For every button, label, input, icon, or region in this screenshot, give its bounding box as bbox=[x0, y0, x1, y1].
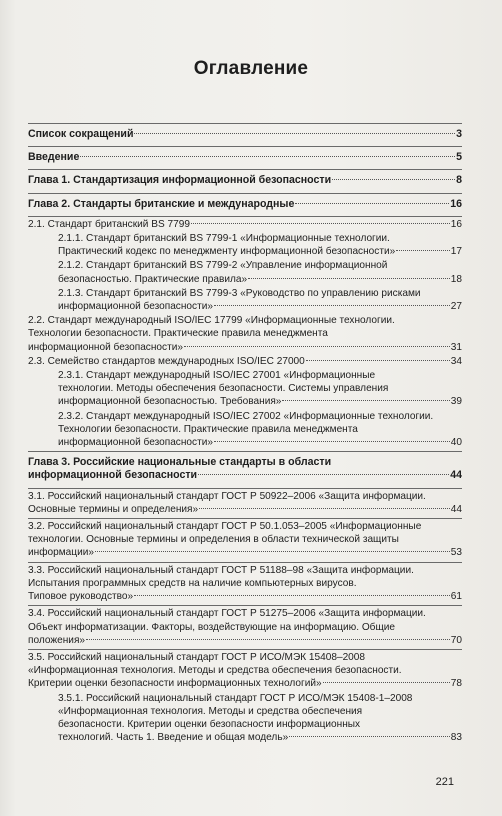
toc-page-number: 61 bbox=[450, 591, 462, 603]
toc-entry-text: 3.5.1. Российский национальный стандарт ГОСТ Р ИСО/МЭК 15408-1–2008 bbox=[58, 692, 413, 704]
toc-entry-text: безопасностью. Практические правила» bbox=[58, 273, 248, 285]
toc-entry-text: 2.3.1. Стандарт международный ISO/IEC 27001 «Информационные bbox=[58, 370, 376, 382]
toc-page-number: 34 bbox=[450, 355, 462, 367]
toc-page-number: 16 bbox=[450, 218, 462, 230]
toc-page-number: 17 bbox=[450, 246, 462, 258]
toc-entry-text: 3.4. Российский национальный стандарт ГОСТ Р 51275–2006 «Защита информации. bbox=[28, 608, 426, 620]
dot-leader bbox=[95, 551, 450, 552]
toc-chapter[interactable] bbox=[28, 147, 462, 167]
toc-page-number: 78 bbox=[450, 678, 462, 690]
toc-page-number: 3 bbox=[456, 128, 462, 140]
toc-entry-text: информационной безопасности» bbox=[58, 301, 213, 313]
toc-page-number: 44 bbox=[450, 503, 462, 515]
dot-leader bbox=[134, 595, 450, 596]
toc-entry-text: «Информационная технология. Методы и средства обеспечения безопасности. bbox=[28, 665, 402, 677]
toc-entry[interactable] bbox=[28, 651, 462, 691]
section-rule bbox=[28, 488, 462, 489]
toc-entry-text: Глава 2. Стандарты британские и международные bbox=[28, 197, 295, 210]
dot-leader bbox=[332, 179, 455, 180]
toc-chapter[interactable] bbox=[28, 194, 462, 214]
toc-entry-text: Испытания программных средств на наличие компьютерных вирусов. bbox=[28, 577, 357, 589]
toc-chapter[interactable] bbox=[28, 170, 462, 190]
dot-leader bbox=[396, 250, 450, 251]
toc-entry-text: 3.2. Российский национальный стандарт ГОСТ Р 50.1.053–2005 «Информационные bbox=[28, 521, 422, 533]
toc-entry[interactable] bbox=[28, 692, 462, 745]
dot-leader bbox=[80, 156, 455, 157]
toc-entry-text: Технологии безопасности. Практические правила менеджмента bbox=[28, 328, 328, 340]
toc-entry-text: 3.5. Российский национальный стандарт ГОСТ Р ИСО/МЭК 15408–2008 bbox=[28, 651, 366, 663]
toc-entry[interactable] bbox=[28, 369, 462, 409]
dot-leader bbox=[323, 682, 450, 683]
toc-entry-text: Основные термины и определения» bbox=[28, 503, 199, 515]
toc-page-number: 18 bbox=[450, 273, 462, 285]
toc-entry[interactable] bbox=[28, 218, 462, 231]
dot-leader bbox=[134, 133, 455, 134]
toc-page-number: 53 bbox=[450, 547, 462, 559]
toc-page-number: 39 bbox=[450, 396, 462, 408]
toc-entry-text: 2.1.1. Стандарт британский BS 7799-1 «Информационные технологии. bbox=[58, 233, 390, 245]
dot-leader bbox=[191, 223, 450, 224]
toc-entry-text: Технологии безопасности. Практические правила менеджмента bbox=[58, 423, 358, 435]
section-rule bbox=[28, 562, 462, 563]
dot-leader bbox=[198, 474, 449, 475]
toc-entry-text: 2.1.2. Стандарт британский BS 7799-2 «Управление информационной bbox=[58, 260, 388, 272]
toc-entry-text: технологии. Основные термины и определения в области технической защиты bbox=[28, 534, 399, 546]
section-rule bbox=[28, 518, 462, 519]
dot-leader bbox=[199, 508, 450, 509]
section-rule bbox=[28, 605, 462, 606]
toc-entry[interactable] bbox=[28, 232, 462, 258]
toc-page-number: 44 bbox=[450, 469, 462, 482]
toc-entry[interactable] bbox=[28, 410, 462, 450]
toc-entry-text: 2.3.2. Стандарт международный ISO/IEC 27002 «Информационные технологии. bbox=[58, 410, 434, 422]
toc-entry[interactable] bbox=[28, 490, 462, 516]
toc-page-number: 70 bbox=[450, 634, 462, 646]
toc-entry-text: положения» bbox=[28, 634, 86, 646]
toc-entry-text: информационной безопасности» bbox=[28, 341, 183, 353]
table-of-contents bbox=[28, 121, 462, 744]
dot-leader bbox=[214, 305, 450, 306]
toc-entry-text: 3.1. Российский национальный стандарт ГОСТ Р 50922–2006 «Защита информации. bbox=[28, 490, 426, 502]
toc-entry[interactable] bbox=[28, 355, 462, 368]
dot-leader bbox=[214, 441, 450, 442]
toc-entry-text: информации» bbox=[28, 547, 94, 559]
toc-entry-text: Объект информатизации. Факторы, воздействующие на информацию. Общие bbox=[28, 621, 396, 633]
dot-leader bbox=[289, 736, 450, 737]
toc-entry-text: Глава 3. Российские национальные стандарты в области bbox=[28, 456, 332, 469]
toc-entry-text: «Информационная технология. Методы и средства обеспечения bbox=[58, 705, 363, 717]
toc-entry-text: 3.3. Российский национальный стандарт ГОСТ Р 51188–98 «Защита информации. bbox=[28, 564, 414, 576]
dot-leader bbox=[295, 203, 449, 204]
toc-entry-text: информационной безопасности bbox=[28, 469, 198, 482]
toc-entry-text: Критерии оценки безопасности информационных технологий» bbox=[28, 678, 322, 690]
toc-entry-text: безопасности. Критерии оценки безопасности информационных bbox=[58, 718, 361, 730]
toc-entry-text: информационной безопасностью. Требования» bbox=[58, 396, 282, 408]
toc-page-number: 5 bbox=[456, 151, 462, 164]
toc-entry[interactable] bbox=[28, 564, 462, 604]
dot-leader bbox=[282, 400, 449, 401]
page-number: 221 bbox=[435, 776, 454, 788]
toc-entry-text: Практический кодекс по менеджменту информационной безопасности» bbox=[58, 246, 396, 258]
toc-entry[interactable] bbox=[28, 314, 462, 354]
toc-entry[interactable] bbox=[28, 520, 462, 560]
toc-entry-text: информационной безопасности» bbox=[58, 437, 213, 449]
page-title: Оглавление bbox=[193, 58, 309, 79]
toc-entry-text: Глава 1. Стандартизация информационной безопасности bbox=[28, 174, 332, 187]
toc-entry-text: 2.3. Семейство стандартов международных ISO/IEC 27000 bbox=[28, 355, 305, 367]
toc-entry[interactable] bbox=[28, 259, 462, 285]
toc-entry-text: Типовое руководство» bbox=[28, 591, 134, 603]
toc-entry-text: Список сокращений bbox=[28, 128, 134, 140]
toc-page-number: 40 bbox=[450, 437, 462, 449]
toc-entry-text: технологии. Методы обеспечения безопасности. Системы управления bbox=[58, 383, 389, 395]
toc-entry-text: 2.1. Стандарт британский BS 7799 bbox=[28, 218, 190, 230]
toc-page-number: 83 bbox=[450, 732, 462, 744]
section-rule bbox=[28, 649, 462, 650]
dot-leader bbox=[306, 360, 450, 361]
dot-leader bbox=[248, 278, 450, 279]
section-rule bbox=[28, 216, 462, 217]
toc-entry-text: технологий. Часть 1. Введение и общая модель» bbox=[58, 732, 289, 744]
dot-leader bbox=[184, 346, 450, 347]
toc-chapter[interactable] bbox=[28, 124, 462, 144]
dot-leader bbox=[86, 639, 450, 640]
toc-page-number: 27 bbox=[450, 301, 462, 313]
toc-entry-text: Введение bbox=[28, 151, 80, 164]
toc-entry[interactable] bbox=[28, 287, 462, 313]
toc-entry[interactable] bbox=[28, 607, 462, 647]
toc-page-number: 16 bbox=[450, 197, 462, 210]
toc-page-number: 31 bbox=[450, 341, 462, 353]
toc-chapter[interactable] bbox=[28, 452, 462, 485]
toc-page-number: 8 bbox=[456, 174, 462, 187]
toc-entry-text: 2.1.3. Стандарт британский BS 7799-3 «Руководство по управлению рисками bbox=[58, 287, 421, 299]
toc-entry-text: 2.2. Стандарт международный ISO/IEC 17799 «Информационные технологии. bbox=[28, 315, 395, 327]
